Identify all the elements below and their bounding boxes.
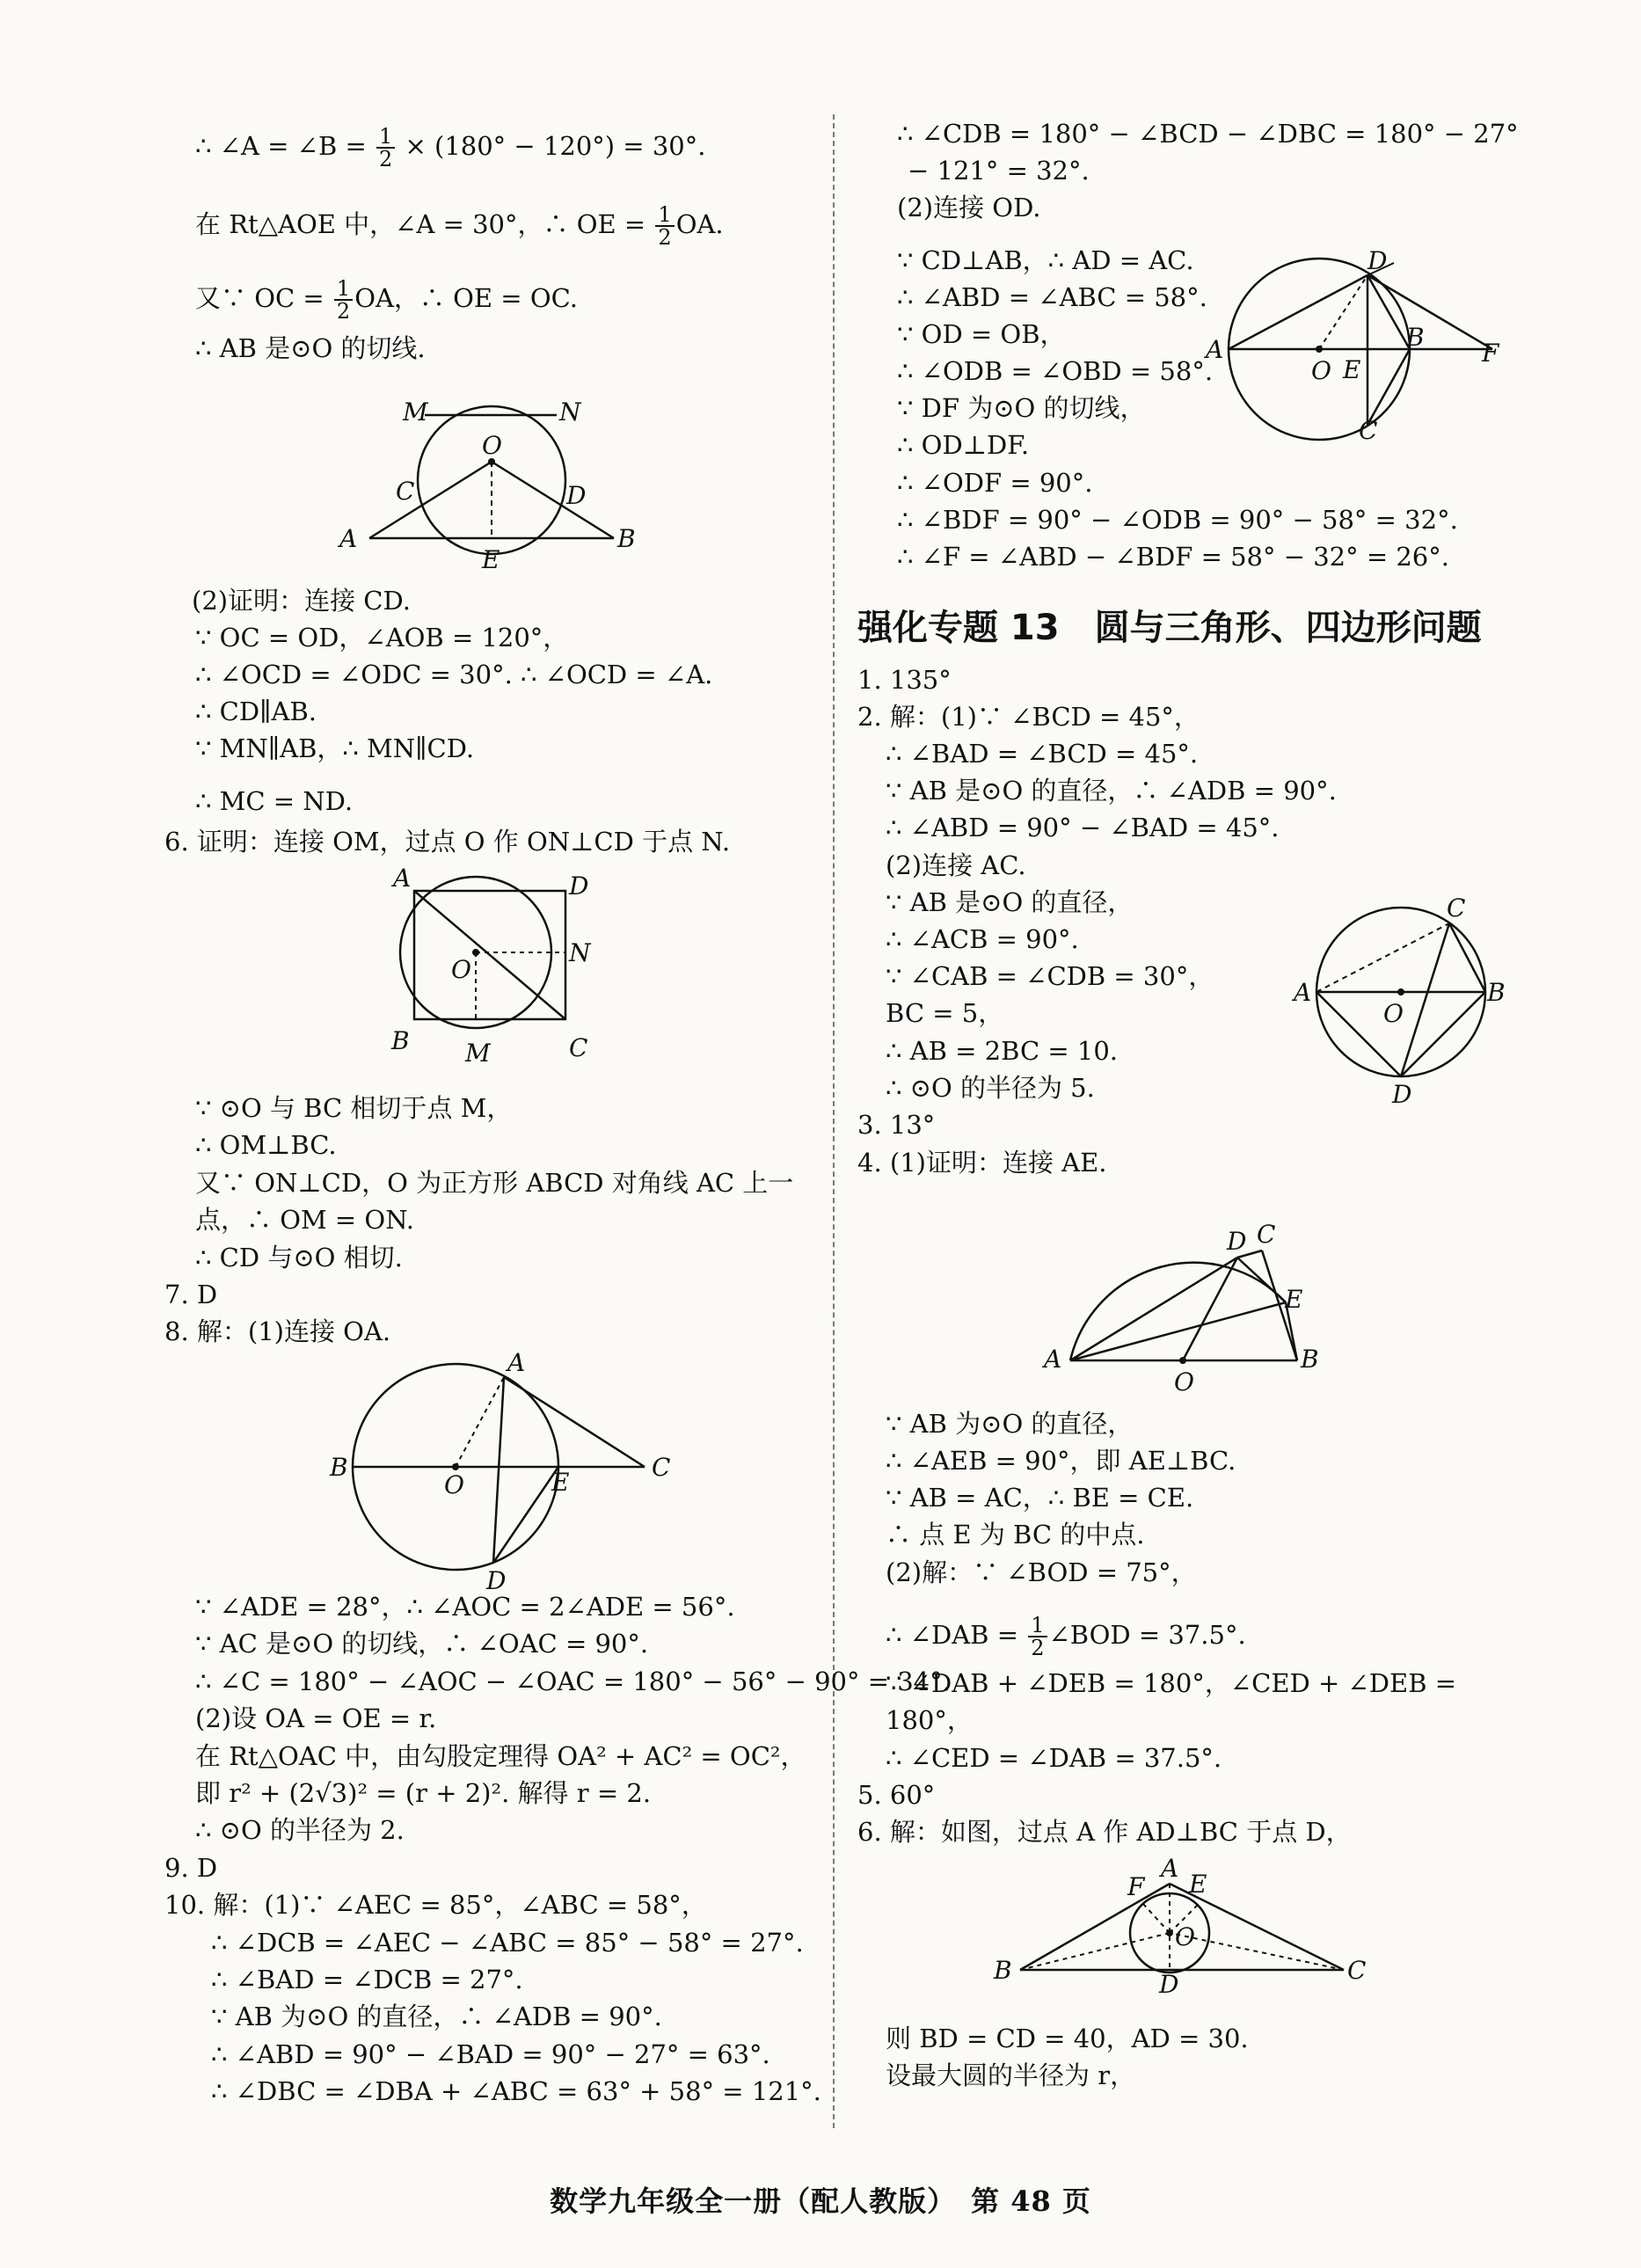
- text-line: ∴ OM⊥BC.: [195, 1130, 337, 1160]
- label-C: C: [569, 1033, 588, 1062]
- text-line: ∵ AC 是⊙O 的切线，∴ ∠OAC = 90°.: [195, 1629, 649, 1659]
- text-line: (2)连接 OD.: [897, 193, 1041, 222]
- text-line: ∴ CD 与⊙O 相切.: [195, 1243, 403, 1273]
- figure-7: [994, 1854, 1372, 1999]
- figure-6: [1042, 1218, 1332, 1397]
- text-line: ∴ ∠ABD = ∠ABC = 58°.: [897, 282, 1207, 312]
- text-line: ∵ OC = OD，∠AOB = 120°，: [195, 623, 569, 653]
- label-B: B: [994, 1956, 1012, 1985]
- label-A: A: [339, 524, 358, 553]
- label-M: M: [465, 1039, 491, 1068]
- text-line: 即 r² + (2√3)² = (r + 2)². 解得 r = 2.: [195, 1778, 652, 1808]
- label-C: C: [1347, 1956, 1367, 1985]
- text-line: ∴ ∠CED = ∠DAB = 37.5°.: [886, 1743, 1222, 1773]
- text-line: 设最大圆的半径为 r，: [886, 2060, 1136, 2090]
- text-line: ∴ ∠AEB = 90°，即 AE⊥BC.: [886, 1446, 1236, 1476]
- text-line: ∴ 点 E 为 BC 的中点.: [886, 1520, 1145, 1550]
- text-line: ∴ ∠DBC = ∠DBA + ∠ABC = 63° + 58° = 121°.: [211, 2076, 821, 2106]
- fraction: $\frac{1}{2}$: [376, 126, 395, 170]
- text-line: 7. D: [164, 1280, 218, 1309]
- text-line: ∴ ∠DAB = $\frac{1}{2}$ ∠BOD = 37.5°.: [886, 1613, 1246, 1660]
- text-line: ∵ ∠DAB + ∠DEB = 180°，∠CED + ∠DEB =: [886, 1668, 1457, 1698]
- text-line: 2. 解：(1)∵ ∠BCD = 45°，: [857, 702, 1200, 732]
- text-line: ∴ ∠BAD = ∠BCD = 45°.: [886, 739, 1199, 769]
- label-E: E: [1343, 355, 1361, 384]
- figure-1: [334, 387, 651, 572]
- text-line: − 121° = 32°.: [908, 156, 1090, 186]
- text-line: 8. 解：(1)连接 OA.: [164, 1316, 391, 1346]
- text-line: 在 Rt△OAC 中，由勾股定理得 OA² + AC² = OC²，: [195, 1741, 806, 1771]
- text-line: ∴ ∠C = 180° − ∠AOC − ∠OAC = 180° − 56° − 90° = 34°.: [195, 1666, 951, 1696]
- text-line: BC = 5，: [886, 998, 1004, 1028]
- text-line: ∴ ∠ACB = 90°.: [886, 924, 1079, 954]
- text-line: 180°，: [886, 1705, 973, 1735]
- label-C: C: [1359, 416, 1378, 445]
- fraction: $\frac{1}{2}$: [1028, 1615, 1047, 1659]
- label-A: A: [1206, 335, 1224, 364]
- section-title: 强化专题 13 圆与三角形、四边形问题: [857, 608, 1482, 648]
- fraction: $\frac{1}{2}$: [655, 204, 674, 248]
- text-line: ∴ ∠OCD = ∠ODC = 30°. ∴ ∠OCD = ∠A.: [195, 660, 713, 689]
- text-line: ∴ ∠ABD = 90° − ∠BAD = 90° − 27° = 63°.: [211, 2039, 770, 2069]
- text-line: ∴ AB 是⊙O 的切线.: [195, 333, 426, 363]
- label-A: A: [1044, 1345, 1062, 1374]
- label-D: D: [1392, 1080, 1412, 1109]
- page-footer: 数学九年级全一册（配人教版） 第 48 页: [550, 2184, 1091, 2218]
- text-line: ∵ OD = OB，: [897, 319, 1066, 349]
- column-divider: [833, 114, 835, 2128]
- text-line: 6. 证明：连接 OM，过点 O 作 ON⊥CD 于点 N.: [164, 827, 731, 857]
- text-line: ∴ ∠BDF = 90° − ∠ODB = 90° − 58° = 32°.: [897, 505, 1458, 535]
- text-line: 9. D: [164, 1853, 218, 1883]
- text-line: (2)设 OA = OE = r.: [195, 1703, 437, 1733]
- label-B: B: [617, 524, 636, 553]
- text-line: (2)证明：连接 CD.: [192, 586, 411, 616]
- label-O: O: [1383, 999, 1404, 1028]
- text-line: (2)连接 AC.: [886, 850, 1026, 880]
- label-F: F: [1127, 1872, 1145, 1901]
- label-O: O: [1174, 1367, 1194, 1397]
- label-O: O: [451, 955, 471, 984]
- label-E: E: [551, 1468, 570, 1497]
- label-C: C: [1257, 1220, 1276, 1249]
- text-line: ∵ ⊙O 与 BC 相切于点 M，: [195, 1093, 513, 1123]
- label-O: O: [1311, 356, 1331, 385]
- label-E: E: [1285, 1285, 1303, 1314]
- text-line: ∴ ⊙O 的半径为 5.: [886, 1073, 1095, 1103]
- figure-4: [1206, 246, 1499, 448]
- label-N: N: [559, 397, 581, 427]
- text-line: ∴ ∠ODF = 90°.: [897, 468, 1093, 498]
- text-line: ∴ ⊙O 的半径为 2.: [195, 1815, 405, 1845]
- label-A: A: [1161, 1854, 1179, 1883]
- label-D: D: [1368, 246, 1388, 275]
- label-C: C: [396, 477, 415, 506]
- text-line: ∴ ∠ABD = 90° − ∠BAD = 45°.: [886, 813, 1280, 842]
- label-D: D: [569, 871, 589, 901]
- label-O: O: [1175, 1922, 1195, 1951]
- text-line: ∴ ∠CDB = 180° − ∠BCD − ∠DBC = 180° − 27°: [897, 119, 1519, 149]
- text-line: ∵ AB 是⊙O 的直径，: [886, 887, 1134, 917]
- text-line: ∴ MC = ND.: [195, 786, 354, 816]
- text-line: 4. (1)证明：连接 AE.: [857, 1148, 1107, 1178]
- text-line: ∴ ∠DCB = ∠AEC − ∠ABC = 85° − 58° = 27°.: [211, 1928, 804, 1958]
- label-B: B: [1487, 978, 1506, 1007]
- text-line: ∵ ∠ADE = 28°，∴ ∠AOC = 2∠ADE = 56°.: [195, 1592, 735, 1622]
- text-line: ∵ AB 为⊙O 的直径，∴ ∠ADB = 90°.: [211, 2002, 662, 2031]
- label-A: A: [1294, 978, 1312, 1007]
- label-M: M: [403, 397, 428, 427]
- figure-2: [383, 857, 594, 1068]
- figure-5: [1288, 888, 1517, 1117]
- text-line: ∴ ∠F = ∠ABD − ∠BDF = 58° − 32° = 26°.: [897, 542, 1449, 572]
- label-B: B: [391, 1026, 410, 1055]
- text-line: ∵ DF 为⊙O 的切线，: [897, 393, 1146, 423]
- label-N: N: [569, 938, 591, 967]
- label-D: D: [1159, 1970, 1179, 1999]
- text-line: 在 Rt△AOE 中，∠A = 30°，∴ OE = $\frac{1}{2}$ OA.: [195, 202, 724, 250]
- label-O: O: [444, 1470, 464, 1499]
- label-D: D: [566, 481, 587, 510]
- label-A: A: [393, 864, 412, 893]
- text-line: 1. 135°: [857, 665, 952, 695]
- label-B: B: [1301, 1345, 1319, 1374]
- text-line: ∴ ∠A = ∠B = $\frac{1}{2}$ × (180° − 120°) = 30°.: [195, 124, 706, 171]
- text-line: ∴ OD⊥DF.: [897, 430, 1030, 460]
- label-D: D: [1227, 1227, 1247, 1256]
- text-line: 点，∴ OM = ON.: [195, 1205, 414, 1235]
- fraction: $\frac{1}{2}$: [334, 278, 353, 322]
- text-line: ∵ CD⊥AB，∴ AD = AC.: [897, 245, 1194, 275]
- text-line: 6. 解：如图，过点 A 作 AD⊥BC 于点 D，: [857, 1817, 1352, 1847]
- text-line: 3. 13°: [857, 1110, 936, 1140]
- text-line: 则 BD = CD = 40，AD = 30.: [886, 2024, 1249, 2053]
- label-O: O: [482, 431, 502, 460]
- label-B: B: [1406, 323, 1425, 352]
- text-line: ∴ ∠ODB = ∠OBD = 58°.: [897, 356, 1214, 386]
- label-B: B: [330, 1453, 348, 1482]
- label-C: C: [1447, 893, 1466, 923]
- text-line: ∵ ∠CAB = ∠CDB = 30°，: [886, 961, 1214, 991]
- text-line: 5. 60°: [857, 1780, 936, 1810]
- label-A: A: [507, 1348, 526, 1377]
- text-line: ∵ AB 为⊙O 的直径，: [886, 1409, 1134, 1439]
- text-line: ∵ MN∥AB，∴ MN∥CD.: [195, 733, 475, 763]
- text-line: 10. 解：(1)∵ ∠AEC = 85°，∠ABC = 58°，: [164, 1890, 707, 1920]
- text-line: 又∵ ON⊥CD，O 为正方形 ABCD 对角线 AC 上一: [195, 1168, 794, 1198]
- figure-3: [330, 1348, 682, 1595]
- text-line: ∵ AB 是⊙O 的直径，∴ ∠ADB = 90°.: [886, 776, 1337, 806]
- text-line: ∵ AB = AC，∴ BE = CE.: [886, 1483, 1194, 1513]
- text-line: ∴ ∠BAD = ∠DCB = 27°.: [211, 1965, 523, 1995]
- label-D: D: [486, 1566, 507, 1595]
- text-line: ∴ CD∥AB.: [195, 696, 317, 726]
- label-C: C: [652, 1453, 671, 1482]
- text-line: 又∵ OC = $\frac{1}{2}$ OA，∴ OE = OC.: [195, 276, 578, 324]
- text-line: (2)解：∵ ∠BOD = 75°，: [886, 1557, 1197, 1587]
- label-F: F: [1482, 339, 1499, 368]
- label-E: E: [1189, 1870, 1207, 1899]
- text-line: ∴ AB = 2BC = 10.: [886, 1036, 1119, 1066]
- label-E: E: [482, 545, 500, 574]
